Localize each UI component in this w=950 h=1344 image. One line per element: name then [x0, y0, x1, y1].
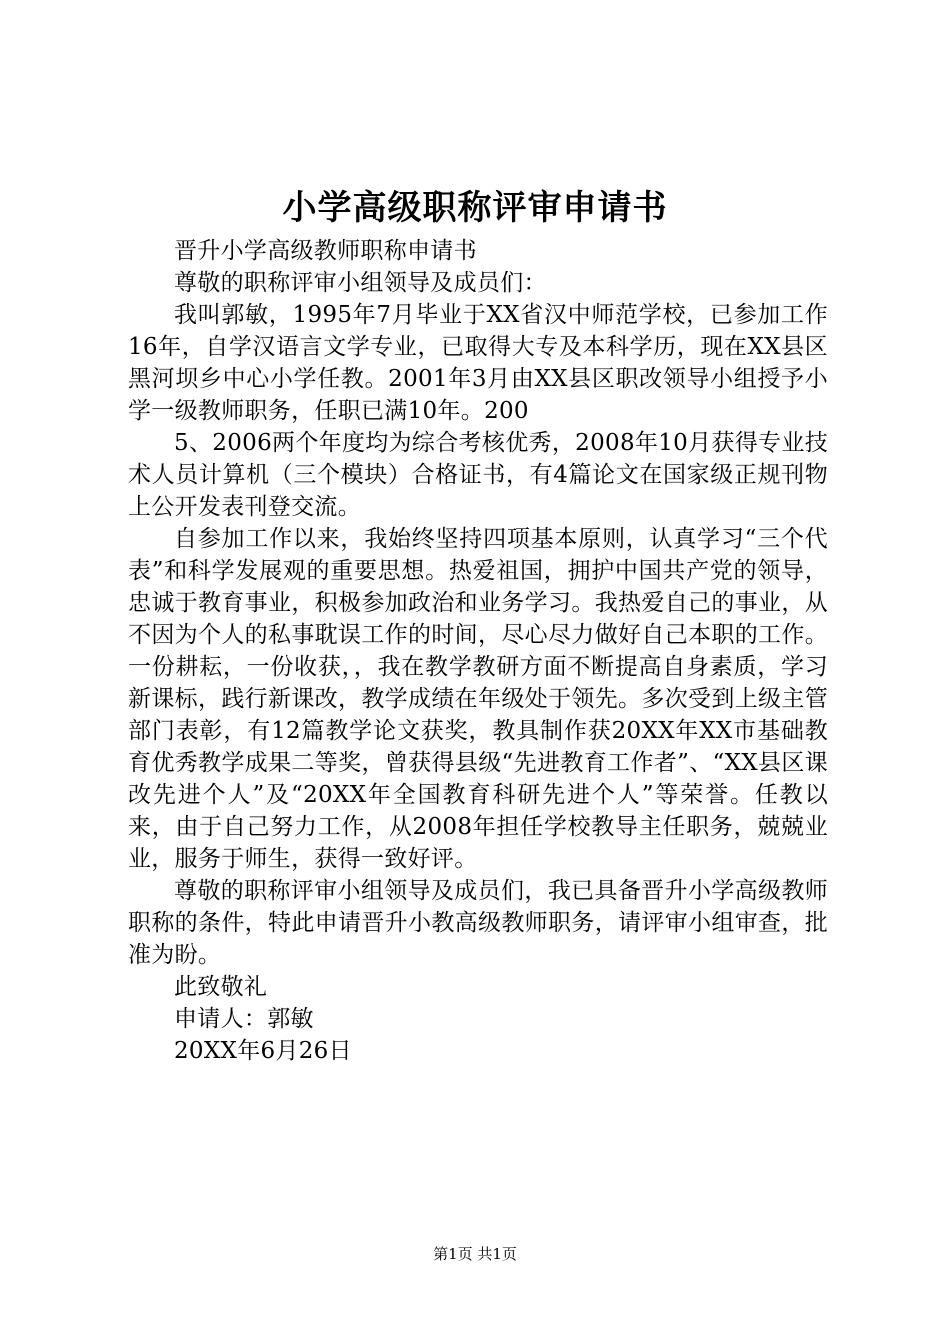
applicant-line: 申请人：郭敏 [174, 1006, 314, 1032]
date-line: 20XX年6月26日 [174, 1038, 352, 1064]
document-title: 小学高级职称评审申请书 [282, 188, 668, 228]
body-paragraph-work-record: 自参加工作以来，我始终坚持四项基本原则，认真学习“三个代表”和科学发展观的重要思想。热爱祖国，拥护中国共产党的领导，忠诚于教育事业，积极参加政治和业务学习。我热爱自己的事业，从不因为个人的私事耽误工作的时间，尽心尽力做好自己本职的工作。一份耕耘，一份收获，，我在教学教研方面不断提高自身素质，学习新课标，践行新课改，教学成绩在年级处于领先。多次受到上级主管部门表彰，有12篇教学论文获奖，教具制作获20XX年XX市基础教育优秀教学成果二等奖，曾获得县级“先进教育工作者”、“XX县区课改先进个人”及“20XX年全国教育科研先进个人”等荣誉。任教以来，由于自己努力工作，从2008年担任学校教导主任职务，兢兢业业，服务于师生，获得一致好评。 [128, 526, 828, 872]
document-body [128, 235, 828, 1067]
salutation-line: 尊敬的职称评审小组领导及成员们： [174, 270, 547, 296]
body-paragraph-intro: 我叫郭敏，1995年7月毕业于XX省汉中师范学校，已参加工作16年，自学汉语言文学专业，已取得大专及本科学历，现在XX县区黑河坝乡中心小学任教。2001年3月由XX县区职改领导小组授予小学一级教师职务，任职已满10年。200 [128, 302, 828, 424]
body-paragraph-achievements: 5、2006两个年度均为综合考核优秀，2008年10月获得专业技术人员计算机（三个模块）合格证书，有4篇论文在国家级正规刊物上公开发表刊登交流。 [128, 430, 828, 520]
closing-line: 此致敬礼 [174, 974, 268, 1000]
body-paragraph-request: 尊敬的职称评审小组领导及成员们，我已具备晋升小学高级教师职称的条件，特此申请晋升小教高级教师职务，请评审小组审查，批准为盼。 [128, 878, 828, 968]
subtitle-line: 晋升小学高级教师职称申请书 [174, 238, 477, 264]
page-number-footer: 第1页 共1页 [433, 1245, 517, 1263]
